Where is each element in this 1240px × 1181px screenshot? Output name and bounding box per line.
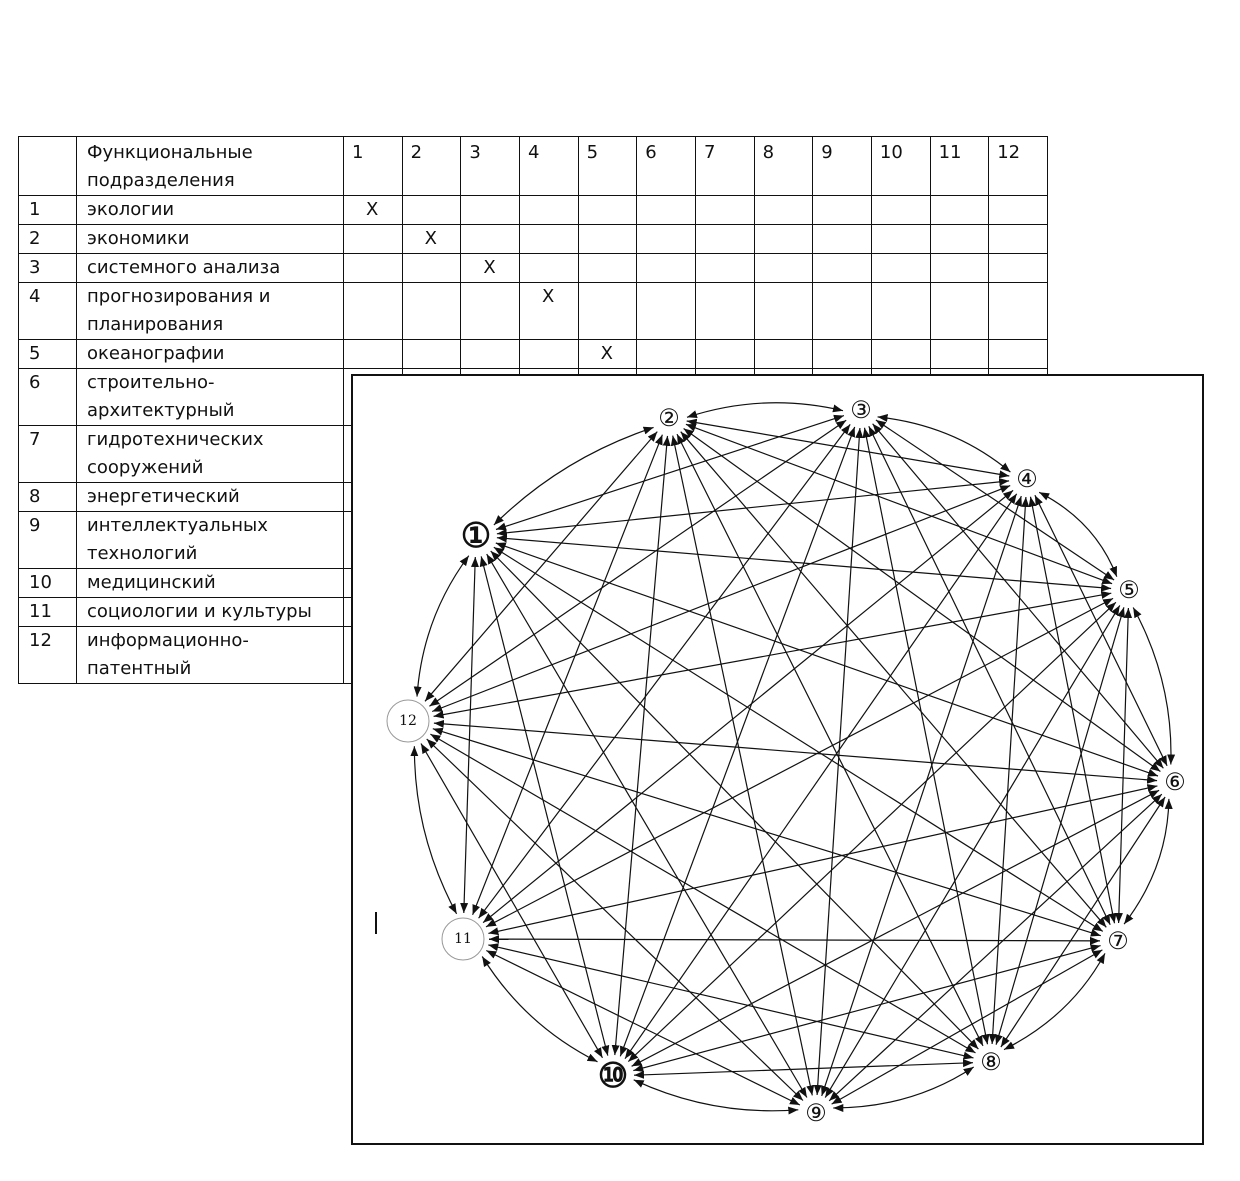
node-12 xyxy=(387,700,429,742)
department-name-cell: энергетический xyxy=(77,483,344,512)
edge-9-11 xyxy=(486,951,800,1106)
matrix-cell xyxy=(754,225,813,254)
matrix-cell xyxy=(402,340,461,369)
department-name-cell: социологии и культуры xyxy=(77,598,344,627)
edge-2-3 xyxy=(687,403,843,418)
edge-1-2 xyxy=(494,427,654,525)
matrix-cell xyxy=(871,196,930,225)
edge-1-4 xyxy=(497,481,1009,534)
edge-4-6 xyxy=(1035,495,1167,766)
edge-8-10 xyxy=(634,1063,973,1076)
matrix-cell xyxy=(754,283,813,340)
node-8 xyxy=(978,1048,1004,1076)
header-number-cell xyxy=(19,137,77,196)
row-number-cell: 8 xyxy=(19,483,77,512)
matrix-cell xyxy=(871,225,930,254)
matrix-cell-mark: X xyxy=(344,196,403,225)
row-number-cell: 5 xyxy=(19,340,77,369)
matrix-cell xyxy=(637,254,696,283)
node-label: 12 xyxy=(399,713,417,729)
node-2 xyxy=(656,404,682,432)
matrix-cell xyxy=(930,196,989,225)
matrix-cell xyxy=(461,196,520,225)
row-number-cell: 12 xyxy=(19,627,77,684)
matrix-cell xyxy=(930,254,989,283)
edge-4-12 xyxy=(432,486,1010,712)
table-row xyxy=(19,225,1048,254)
edge-7-12 xyxy=(433,729,1101,936)
header-column-10: 10 xyxy=(871,137,930,196)
edge-2-9 xyxy=(673,436,813,1096)
matrix-cell xyxy=(930,283,989,340)
matrix-cell xyxy=(930,225,989,254)
node-10 xyxy=(597,1056,629,1096)
table-row xyxy=(19,254,1048,283)
interaction-graph xyxy=(353,376,1202,1143)
header-column-9: 9 xyxy=(813,137,872,196)
matrix-cell xyxy=(695,225,754,254)
row-number-cell: 10 xyxy=(19,569,77,598)
row-number-cell: 1 xyxy=(19,196,77,225)
header-column-5: 5 xyxy=(578,137,637,196)
matrix-cell xyxy=(578,283,637,340)
header-column-3: 3 xyxy=(461,137,520,196)
edge-2-7 xyxy=(681,432,1107,928)
matrix-cell xyxy=(519,196,578,225)
node-9 xyxy=(803,1099,829,1127)
edge-6-7 xyxy=(1124,799,1169,924)
node-3 xyxy=(848,396,874,424)
matrix-cell-mark: X xyxy=(578,340,637,369)
department-name-cell: экологии xyxy=(77,196,344,225)
matrix-cell xyxy=(754,196,813,225)
edge-4-10 xyxy=(625,494,1017,1059)
matrix-cell xyxy=(402,254,461,283)
matrix-cell xyxy=(637,196,696,225)
matrix-cell xyxy=(402,283,461,340)
edge-6-11 xyxy=(488,786,1157,934)
matrix-cell xyxy=(813,283,872,340)
node-label: ③ xyxy=(850,396,872,424)
matrix-cell xyxy=(344,254,403,283)
edge-3-4 xyxy=(878,417,1011,472)
row-number-cell: 11 xyxy=(19,598,77,627)
node-label: ⑦ xyxy=(1107,927,1129,955)
matrix-cell xyxy=(813,340,872,369)
matrix-cell xyxy=(813,225,872,254)
department-name-cell: экономики xyxy=(77,225,344,254)
department-name-cell: медицинский xyxy=(77,569,344,598)
edge-6-8 xyxy=(1001,797,1165,1047)
edge-11-12 xyxy=(414,746,456,914)
header-column-2: 2 xyxy=(402,137,461,196)
edge-1-3 xyxy=(496,416,844,530)
matrix-cell-mark: X xyxy=(461,254,520,283)
node-5 xyxy=(1116,576,1142,604)
edge-3-7 xyxy=(869,426,1110,925)
header-title-cell: Функциональные подразделения xyxy=(77,137,344,196)
edge-3-5 xyxy=(876,420,1114,580)
edge-10-11 xyxy=(482,957,597,1062)
edge-7-11 xyxy=(489,939,1100,941)
edge-8-11 xyxy=(488,945,973,1058)
matrix-cell-mark: X xyxy=(402,225,461,254)
header-column-12: 12 xyxy=(989,137,1048,196)
node-1 xyxy=(460,516,492,556)
matrix-cell xyxy=(989,254,1048,283)
department-name-cell: информационно-патентный xyxy=(77,627,344,684)
edge-4-5 xyxy=(1039,492,1117,576)
department-name-cell: системного анализа xyxy=(77,254,344,283)
matrix-cell xyxy=(578,254,637,283)
node-11 xyxy=(442,918,484,960)
edge-5-12 xyxy=(434,593,1112,716)
table-row xyxy=(19,196,1048,225)
edge-1-10 xyxy=(481,556,608,1055)
row-number-cell: 3 xyxy=(19,254,77,283)
matrix-cell xyxy=(754,254,813,283)
edge-4-7 xyxy=(1031,497,1115,924)
edge-2-12 xyxy=(425,432,657,702)
matrix-cell xyxy=(519,225,578,254)
node-label: 11 xyxy=(454,931,472,947)
matrix-cell xyxy=(813,196,872,225)
edge-5-6 xyxy=(1133,608,1171,765)
department-name-cell: строительно-архитектурный xyxy=(77,369,344,426)
header-column-7: 7 xyxy=(695,137,754,196)
matrix-cell xyxy=(637,225,696,254)
node-6 xyxy=(1162,768,1188,796)
table-row xyxy=(19,340,1048,369)
edge-1-12 xyxy=(417,556,469,697)
edge-1-11 xyxy=(464,557,476,913)
row-number-cell: 2 xyxy=(19,225,77,254)
row-number-cell: 7 xyxy=(19,426,77,483)
edge-4-11 xyxy=(483,490,1013,922)
matrix-cell xyxy=(695,283,754,340)
matrix-cell xyxy=(695,254,754,283)
edge-9-12 xyxy=(427,739,803,1101)
node-label: ② xyxy=(658,404,680,432)
matrix-cell xyxy=(695,340,754,369)
matrix-cell-mark: X xyxy=(519,283,578,340)
row-number-cell: 6 xyxy=(19,369,77,426)
matrix-cell xyxy=(461,340,520,369)
node-7 xyxy=(1105,927,1131,955)
node-label: ⑧ xyxy=(980,1048,1002,1076)
edge-3-9 xyxy=(817,428,860,1095)
department-name-cell: гидротехнических сооружений xyxy=(77,426,344,483)
edge-4-9 xyxy=(822,496,1022,1096)
interaction-graph-panel xyxy=(351,374,1204,1145)
matrix-cell xyxy=(871,340,930,369)
edge-7-10 xyxy=(633,946,1100,1071)
row-number-cell: 4 xyxy=(19,283,77,340)
department-name-cell: прогнозирования и планирования xyxy=(77,283,344,340)
edge-1-6 xyxy=(496,543,1158,776)
matrix-cell xyxy=(871,254,930,283)
node-label: ⑤ xyxy=(1118,576,1140,604)
header-column-6: 6 xyxy=(637,137,696,196)
table-header-row xyxy=(19,137,1048,196)
matrix-cell xyxy=(461,283,520,340)
edge-9-10 xyxy=(634,1080,799,1111)
node-label: ⑨ xyxy=(805,1099,827,1127)
node-label: ④ xyxy=(1016,465,1038,493)
matrix-cell xyxy=(871,283,930,340)
matrix-cell xyxy=(344,340,403,369)
node-label: ⑩ xyxy=(597,1056,629,1096)
edge-8-9 xyxy=(833,1067,973,1108)
matrix-cell xyxy=(461,225,520,254)
edge-2-5 xyxy=(686,424,1112,583)
edge-5-11 xyxy=(486,598,1113,927)
header-column-1: 1 xyxy=(344,137,403,196)
matrix-cell xyxy=(519,254,578,283)
matrix-cell xyxy=(695,196,754,225)
node-label: ① xyxy=(460,516,492,556)
department-name-cell: интеллектуальных технологий xyxy=(77,512,344,569)
header-column-8: 8 xyxy=(754,137,813,196)
matrix-cell xyxy=(402,196,461,225)
matrix-cell xyxy=(813,254,872,283)
edge-2-4 xyxy=(687,421,1010,476)
matrix-cell xyxy=(754,340,813,369)
row-number-cell: 9 xyxy=(19,512,77,569)
header-column-4: 4 xyxy=(519,137,578,196)
node-label: ⑥ xyxy=(1164,768,1186,796)
matrix-cell xyxy=(637,340,696,369)
department-name-cell: океанографии xyxy=(77,340,344,369)
matrix-cell xyxy=(578,196,637,225)
edge-2-6 xyxy=(684,429,1161,772)
matrix-cell xyxy=(578,225,637,254)
matrix-cell xyxy=(344,283,403,340)
node-4 xyxy=(1014,465,1040,493)
text-cursor xyxy=(375,912,377,934)
edge-6-10 xyxy=(632,790,1160,1066)
matrix-cell xyxy=(344,225,403,254)
matrix-cell xyxy=(930,340,989,369)
header-column-11: 11 xyxy=(930,137,989,196)
table-row xyxy=(19,283,1048,340)
matrix-cell xyxy=(519,340,578,369)
matrix-cell xyxy=(989,283,1048,340)
matrix-cell xyxy=(989,225,1048,254)
matrix-cell xyxy=(989,340,1048,369)
edge-6-12 xyxy=(434,723,1157,781)
matrix-cell xyxy=(989,196,1048,225)
matrix-cell xyxy=(637,283,696,340)
